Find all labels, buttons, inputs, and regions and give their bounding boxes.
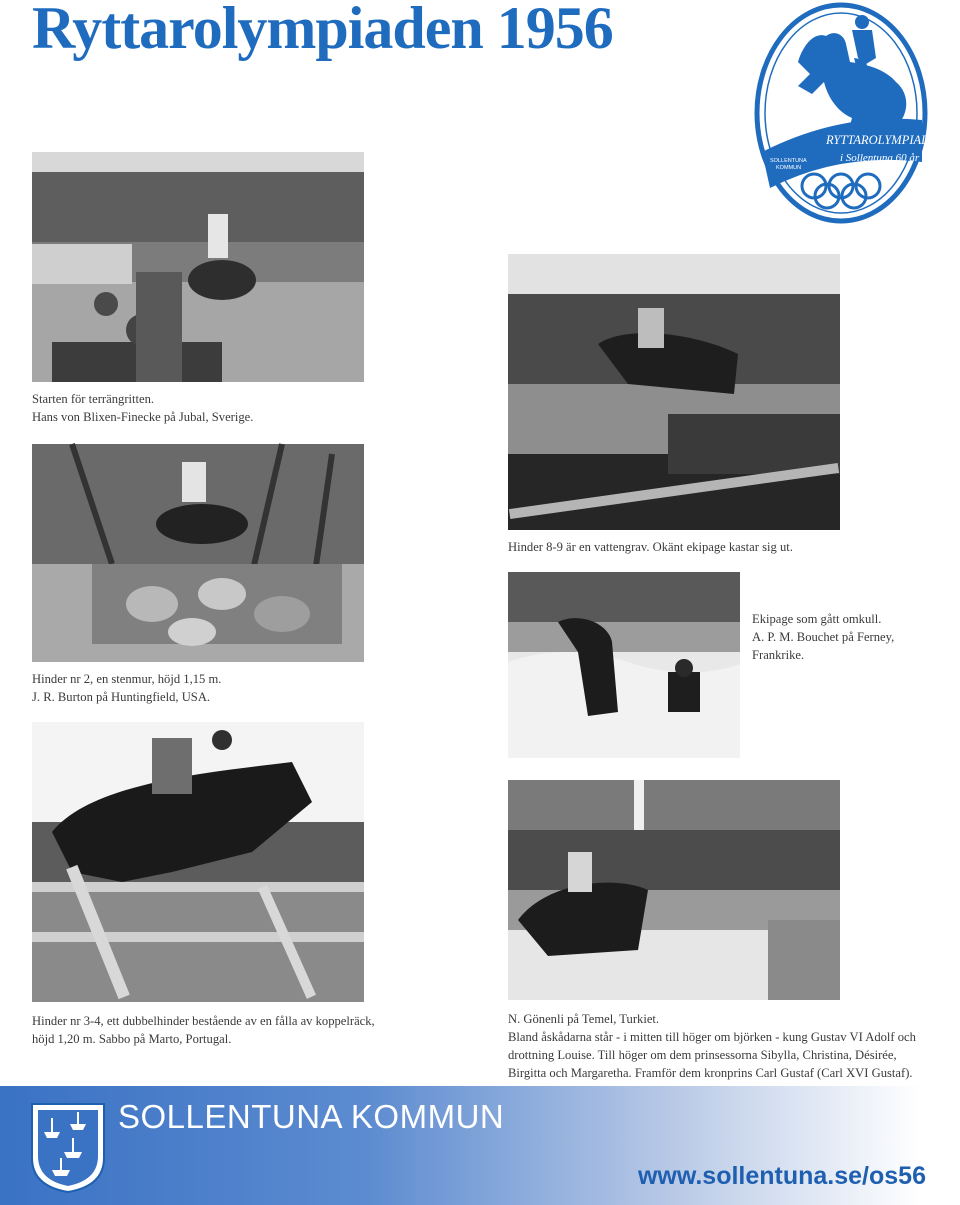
caption-photo-5	[32, 1012, 375, 1048]
caption-photo-2	[508, 538, 793, 556]
caption-line: Hinder nr 3-4, ett dubbelhinder bestående av en fålla av koppelräck,	[32, 1014, 375, 1028]
caption-photo-3	[32, 670, 221, 706]
caption-line: Ekipage som gått omkull.	[752, 612, 882, 626]
footer-url-link[interactable]: www.sollentuna.se/os56	[637, 1162, 926, 1190]
caption-line: Frankrike.	[752, 648, 805, 662]
caption-photo-4	[752, 610, 894, 664]
horse-rider-logo-icon	[754, 2, 947, 224]
footer-band	[0, 1086, 960, 1205]
caption-line: Hinder nr 2, en stenmur, höjd 1,15 m.	[32, 672, 222, 686]
logo-line2: i Sollentuna 60 år	[840, 152, 920, 164]
caption-line: Hans von Blixen-Finecke på Jubal, Sverige.	[32, 410, 254, 424]
logo-municipality-1: SOLLENTUNA	[770, 158, 807, 164]
event-logo	[754, 2, 947, 224]
caption-line: Hinder 8-9 är en vattengrav. Okänt ekipage kastar sig ut.	[508, 540, 793, 554]
photo-fence-jump	[32, 722, 364, 1002]
photo-start-terrain-ride	[32, 152, 364, 382]
caption-line: Starten för terrängritten.	[32, 392, 155, 406]
caption-line: Birgitta och Margaretha. Framför dem kronprins Carl Gustaf (Carl XVI Gustaf).	[508, 1066, 913, 1080]
caption-line: Bland åskådarna står - i mitten till höger om björken - kung Gustav VI Adolf och	[508, 1030, 916, 1044]
caption-line: höjd 1,20 m. Sabbo på Marto, Portugal.	[32, 1032, 232, 1046]
caption-line: A. P. M. Bouchet på Ferney,	[752, 630, 895, 644]
ship-crest-icon	[30, 1102, 106, 1194]
caption-line: N. Gönenli på Temel, Turkiet.	[508, 1012, 660, 1026]
caption-line: drottning Louise. Till höger om dem prinsessorna Sibylla, Christina, Désirée,	[508, 1048, 897, 1062]
photo-stone-wall-jump	[32, 444, 364, 662]
logo-line1: RYTTAROLYMPIADEN	[826, 133, 947, 147]
photo-water-jump	[508, 254, 840, 530]
page-title: Ryttarolympiaden 1956	[32, 0, 613, 61]
logo-municipality-2: KOMMUN	[776, 165, 802, 171]
photo-water-crossing-spectators	[508, 780, 840, 1000]
photo-fallen-rider-water	[508, 572, 740, 758]
caption-line: J. R. Burton på Huntingfield, USA.	[32, 690, 211, 704]
caption-photo-6	[508, 1010, 916, 1082]
caption-photo-1	[32, 390, 253, 426]
footer-brand: SOLLENTUNA KOMMUN	[118, 1098, 505, 1135]
